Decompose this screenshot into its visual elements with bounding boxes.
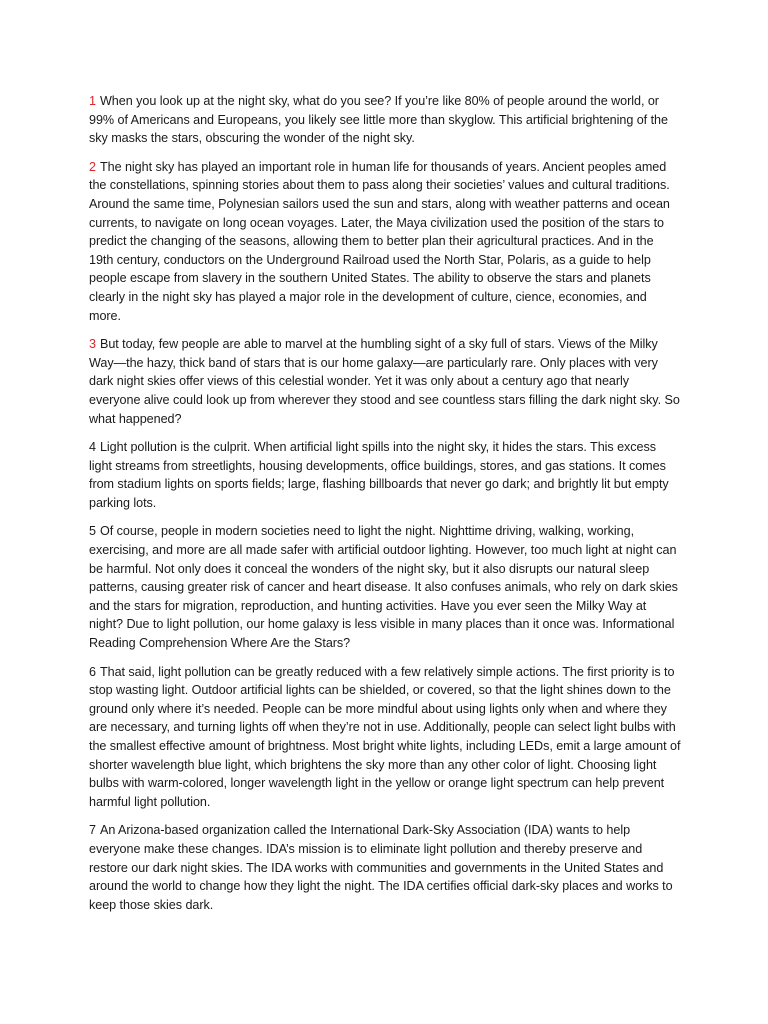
paragraph-number: 7 — [89, 823, 96, 838]
paragraph-text: The night sky has played an important role in human life for thousands of years. Ancient peoples amed the constellations, spinning stories about them to pass along their societies’ values and cultural traditions. Around the same time, Polynesian sailors used the sun and stars, along with weather patterns and ocean currents, to navigate on long ocean voyages. Later, the Maya civilization used the position of the stars to predict the changing of the seasons, allowing them to better plan their agricultural practices. And in the 19th century, conductors on the Underground Railroad used the North Star, Polaris, as a guide to help people escape from slavery in the southern United States. The ability to observe the stars and planets clearly in the night sky has played a major role in the development of culture, cience, economies, and more. — [89, 159, 670, 323]
paragraph-number: 3 — [89, 337, 96, 352]
paragraph-number: 2 — [89, 159, 96, 174]
paragraph-text: That said, light pollution can be greatly reduced with a few relatively simple actions. The first priority is to stop wasting light. Outdoor artificial lights can be shielded, or covered, so that the light shines down to the ground only where it’s needed. People can be more mindful about using lights only when and where they are necessary, and turning lights off when they’re not in use. Additionally, people can select light bulbs with the smallest effective amount of brightness. Most bright white lights, including LEDs, emit a large amount of shorter wavelength blue light, which brightens the sky more than any other color of light. Choosing light bulbs with warm-colored, longer wavelength light in the yellow or orange light spectrum can help prevent harmful light pollution. — [89, 664, 681, 809]
paragraph-6 — [89, 663, 681, 812]
paragraph-number: 5 — [89, 524, 96, 539]
paragraph-text: An Arizona-based organization called the International Dark-Sky Association (IDA) wants to help everyone make these changes. IDA’s mission is to eliminate light pollution and thereby preserve and restore our dark night skies. The IDA works with communities and governments in the United States and around the world to change how they light the night. The IDA certifies official dark-sky places and works to keep those skies dark. — [89, 823, 673, 912]
paragraph-5 — [89, 522, 681, 652]
paragraph-text: When you look up at the night sky, what do you see? If you’re like 80% of people around the world, or 99% of Americans and Europeans, you likely see little more than skyglow. This artificial brightening of the sky masks the stars, obscuring the wonder of the night sky. — [89, 94, 668, 146]
paragraph-3 — [89, 335, 681, 428]
paragraph-number: 4 — [89, 440, 96, 455]
paragraph-7 — [89, 821, 681, 914]
document-page — [89, 92, 681, 924]
paragraph-text: But today, few people are able to marvel at the humbling sight of a sky full of stars. Views of the Milky Way—the hazy, thick band of stars that is our home galaxy—are particularly rare. Only places with very dark night skies offer views of this celestial wonder. Yet it was only about a century ago that nearly everyone alive could look up from wherever they stood and see countless stars filling the dark night sky. So what happened? — [89, 337, 680, 426]
paragraph-text: Light pollution is the culprit. When artificial light spills into the night sky, it hides the stars. This excess light streams from streetlights, housing developments, office buildings, stores, and gas stations. It comes from stadium lights on sports fields; large, flashing billboards that never go dark; and brightly lit but empty parking lots. — [89, 440, 669, 510]
paragraph-number: 6 — [89, 664, 96, 679]
paragraph-4 — [89, 438, 681, 512]
paragraph-2 — [89, 158, 681, 325]
paragraph-text: Of course, people in modern societies need to light the night. Nighttime driving, walking, working, exercising, and more are all made safer with artificial outdoor lighting. However, too much light at night can be harmful. Not only does it conceal the wonders of the night sky, but it also disrupts our natural sleep patterns, causing greater risk of cancer and heart disease. It also confuses animals, who rely on dark skies and the stars for migration, reproduction, and hunting activities. Have you ever seen the Milky Way at night? Due to light pollution, our home galaxy is less visible in many places than it once was. Informational Reading Comprehension Where Are the Stars? — [89, 524, 678, 651]
paragraph-1 — [89, 92, 681, 148]
paragraph-number: 1 — [89, 94, 96, 108]
